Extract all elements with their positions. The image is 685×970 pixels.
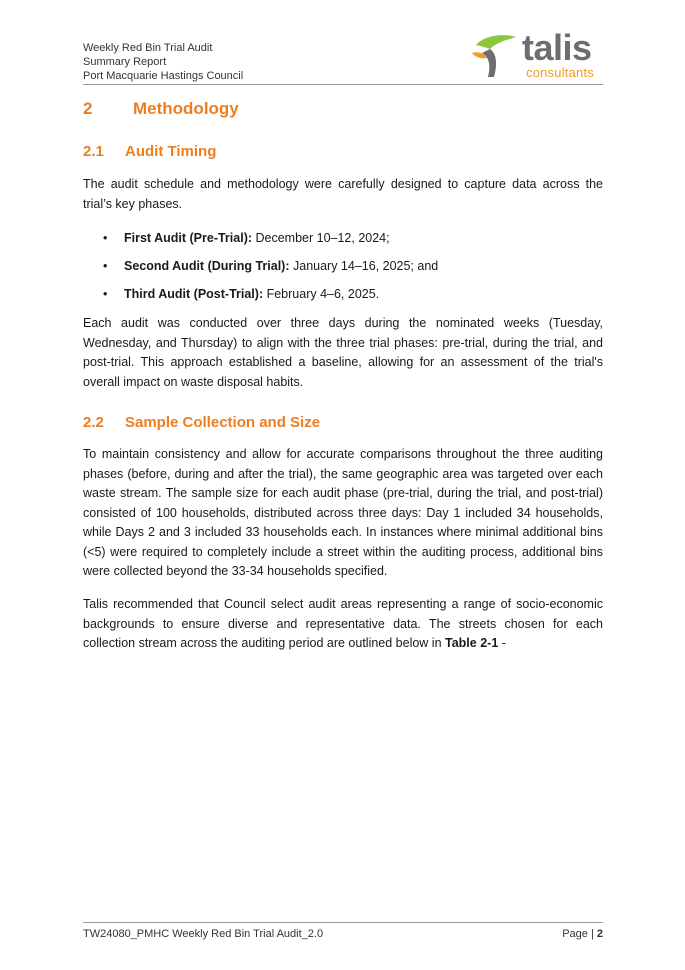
table-reference-link: Table 2-1	[445, 636, 499, 650]
page-number: 2	[596, 928, 603, 940]
section-number: 2	[83, 99, 93, 118]
header-client-name: Port Macquarie Hastings Council	[83, 70, 244, 82]
bullet-text: February 4–6, 2025.	[263, 287, 380, 301]
header-report-title: Weekly Red Bin Trial Audit	[83, 42, 213, 54]
subsection-number: 2.1	[83, 143, 104, 160]
audit-areas-tail: -	[498, 636, 506, 650]
bullet-label: Second Audit (During Trial):	[124, 259, 290, 273]
section-title: Methodology	[133, 99, 239, 118]
bullet-label: Third Audit (Post-Trial):	[124, 287, 264, 301]
bullet-text: December 10–12, 2024;	[252, 231, 390, 245]
audit-areas-paragraph	[83, 595, 603, 654]
list-item	[103, 284, 583, 312]
bullet-text: January 14–16, 2025; and	[289, 259, 439, 273]
logo-wordmark: talis	[522, 27, 592, 68]
subsection-title: Sample Collection and Size	[125, 414, 321, 431]
footer-page-number	[562, 928, 603, 940]
bullet-icon: •	[103, 259, 108, 273]
sample-collection-paragraph: To maintain consistency and allow for accurate comparisons throughout the three auditing phases (before, during and after the trial), the same geographic area was targeted over each waste stream. The sample size for each audit phase (pre-trial, during the trial, and post-trial) consisted of 100 households, distributed across three days: Day 1 included 34 households, while Days 2 and 3 included 33 households each. In instances where minimal additional bins (<5) were required to completely include a street within the auditing process, additional bins were collected beyond the 33-34 households specified.	[83, 447, 603, 578]
subsection-number: 2.2	[83, 414, 104, 431]
subsection-heading-audit-timing	[83, 143, 216, 160]
header-divider	[83, 84, 603, 85]
audit-dates-list	[103, 228, 583, 312]
bullet-label: First Audit (Pre-Trial):	[124, 231, 253, 245]
footer-divider	[83, 922, 603, 923]
list-item	[103, 228, 583, 256]
header-report-type: Summary Report	[83, 56, 167, 68]
audit-timing-intro: The audit schedule and methodology were carefully designed to capture data across the trial’s key phases.	[83, 177, 603, 211]
subsection-title: Audit Timing	[125, 143, 217, 160]
bullet-icon: •	[103, 231, 108, 245]
audit-timing-body: Each audit was conducted over three days during the nominated weeks (Tuesday, Wednesday, and Thursday) to align with the three trial phases: pre-trial, during the trial, and post-trial. This approach established a baseline, allowing for an assessment of the trial's overall impact on waste disposal habits.	[83, 316, 603, 389]
bullet-icon: •	[103, 287, 108, 301]
talis-leaf-icon	[470, 31, 522, 81]
list-item	[103, 256, 583, 284]
page-label: Page |	[562, 928, 597, 940]
footer-document-id: TW24080_PMHC Weekly Red Bin Trial Audit_2.0	[83, 928, 324, 940]
audit-areas-text: Talis recommended that Council select audit areas representing a range of socio-economic backgrounds to ensure diverse and representative data. The streets chosen for each collection stream across the auditing period are outlined below in	[83, 597, 603, 650]
subsection-heading-sample-collection	[83, 414, 320, 431]
logo-tagline: consultants	[526, 65, 594, 80]
section-heading	[83, 99, 239, 119]
talis-logo	[470, 27, 610, 81]
